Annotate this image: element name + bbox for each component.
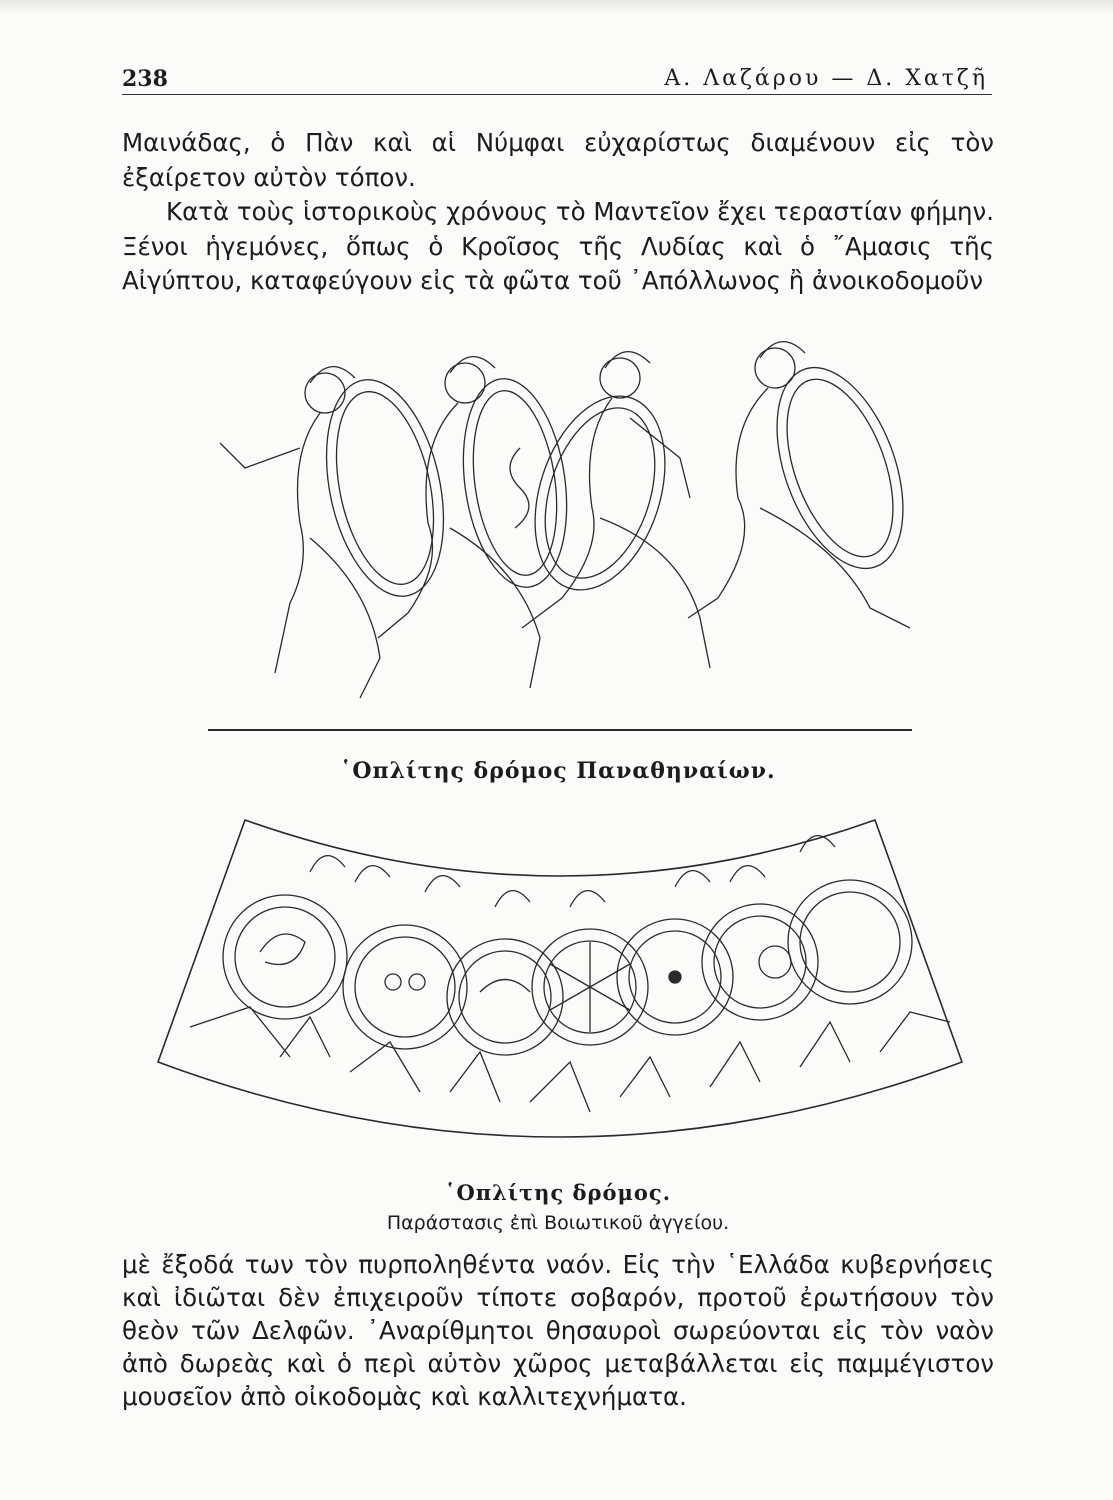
figure1-caption: ῾Οπλίτης δρόμος Παναθηναίων. (340, 758, 776, 784)
hoplite-3 (512, 352, 710, 668)
scan-edge-shadow (0, 0, 1113, 14)
running-head: Α. Λαζάρου — Δ. Χατζῆ (664, 66, 988, 91)
boeotian-vase-hoplites-illustration (150, 812, 970, 1142)
shield-row (223, 880, 912, 1055)
page-number: 238 (122, 66, 168, 92)
bottom-text-block (122, 1248, 994, 1413)
figure-boeotian-vase (150, 812, 970, 1142)
figure2-caption: ῾Οπλίτης δρόμος. (445, 1180, 671, 1205)
paragraph-oracle: Κατὰ τοὺς ἱστορικοὺς χρόνους τὸ Μαντεῖον ἔχει τεραστίαν φήμην. Ξένοι ἡγεμόνες, ὅπως ὁ Κροῖσος τῆς Λυδίας καὶ ὁ ῎Αμασις τῆς Αἰγύπτου, καταφεύγουν εἰς τὰ φῶτα τοῦ ᾿Απόλλωνος ἢ ἀνοικοδομοῦν (122, 197, 994, 295)
figure-panathenaic-hoplites (200, 338, 920, 738)
paragraph-continuation: Μαινάδας, ὁ Πὰν καὶ αἱ Νύμφαι εὐχαρίστως διαμένουν εἰς τὸν ἐξαίρετον αὐτὸν τόπον. (122, 128, 994, 192)
header-rule (122, 94, 992, 95)
hoplite-1 (220, 367, 462, 698)
page-header (122, 62, 992, 96)
running-hoplites-illustration (200, 338, 920, 738)
helmets-row (310, 836, 835, 907)
top-text-block (122, 126, 994, 299)
paragraph-delphi-treasures: μὲ ἔξοδά των τὸν πυρποληθέντα ναόν. Εἰς τὴν ῾Ελλάδα κυβερνήσεις καὶ ἰδιῶται δὲν ἐπιχειροῦν τίποτε σοβαρόν, προτοῦ ἐρωτήσουν τὸν θεὸν τῶν Δελφῶν. ᾿Αναρίθμητοι θησαυροὶ σωρεύονται εἰς τὸν ναὸν ἀπὸ δωρεὰς καὶ ὁ περὶ αὐτὸν χῶρος μεταβάλλεται εἰς παμμέγιστον μουσεῖον ἀπὸ οἰκοδομὰς καὶ καλλιτεχνήματα. (122, 1250, 994, 1411)
hoplite-4 (688, 342, 920, 628)
legs-row (190, 1007, 950, 1112)
figure2-subcaption: Παράστασις ἐπὶ Βοιωτικοῦ ἀγγείου. (386, 1212, 730, 1234)
